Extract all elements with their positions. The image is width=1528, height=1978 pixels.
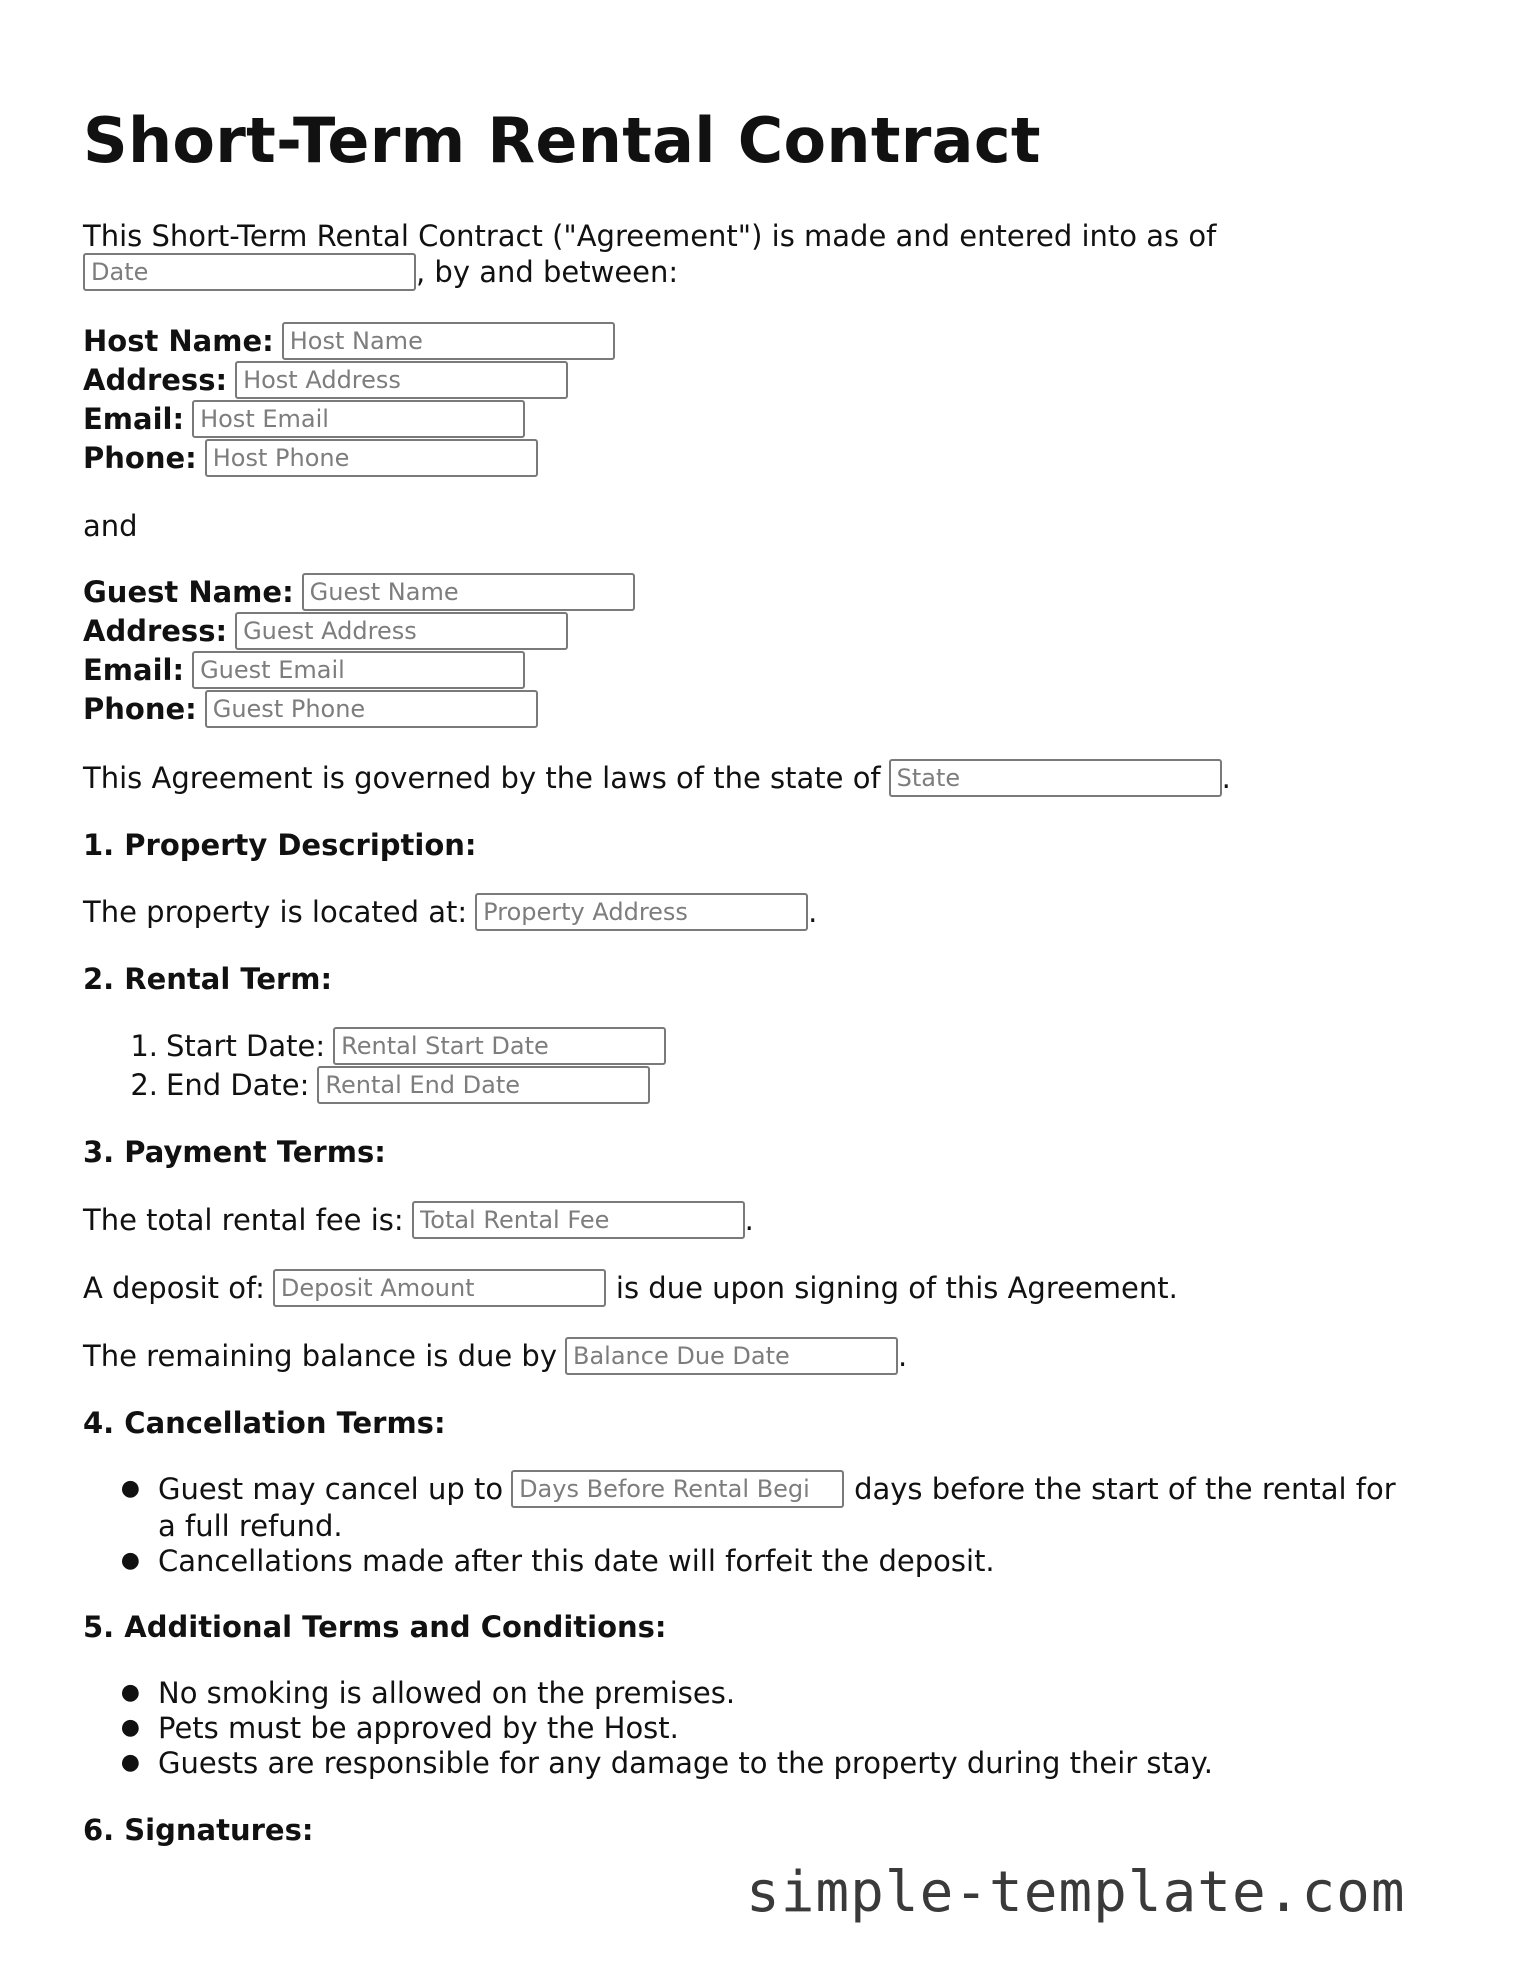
total-rental-fee-field[interactable] bbox=[412, 1201, 745, 1239]
guest-name-label: Guest Name: bbox=[83, 575, 294, 609]
balance-suffix: . bbox=[898, 1339, 908, 1373]
bullet-icon: ● bbox=[120, 1715, 140, 1740]
term-end-label: End Date: bbox=[166, 1068, 310, 1102]
site-watermark: simple-template.com bbox=[746, 1860, 1406, 1925]
host-phone-row bbox=[83, 439, 538, 477]
host-name-row bbox=[83, 322, 615, 360]
rental-end-date-field[interactable] bbox=[317, 1066, 650, 1104]
deposit-line bbox=[83, 1269, 1178, 1307]
term-start-row bbox=[83, 1027, 666, 1065]
rental-fee-suffix: . bbox=[744, 1203, 754, 1237]
property-line bbox=[83, 893, 817, 931]
term-end-number: 2. bbox=[130, 1068, 158, 1102]
additional-item-1-text: No smoking is allowed on the premises. bbox=[158, 1676, 736, 1710]
bullet-icon: ● bbox=[120, 1548, 140, 1573]
section-additional-heading: 5. Additional Terms and Conditions: bbox=[83, 1610, 667, 1644]
deposit-amount-field[interactable] bbox=[273, 1269, 606, 1307]
property-address-field[interactable] bbox=[475, 893, 808, 931]
intro-suffix: , by and between: bbox=[416, 255, 679, 289]
intro-text: This Short-Term Rental Contract ("Agreement") is made and entered into as of bbox=[83, 219, 1217, 253]
and-line bbox=[83, 508, 138, 544]
cancellation-item-2 bbox=[83, 1543, 995, 1579]
deposit-suffix: is due upon signing of this Agreement. bbox=[615, 1271, 1178, 1305]
cancellation-item-1-prefix: Guest may cancel up to bbox=[158, 1472, 504, 1506]
bullet-icon: ● bbox=[120, 1750, 140, 1775]
guest-address-field[interactable] bbox=[235, 612, 568, 650]
rental-start-date-field[interactable] bbox=[333, 1027, 666, 1065]
balance-text: The remaining balance is due by bbox=[83, 1339, 557, 1373]
guest-phone-row bbox=[83, 690, 538, 728]
host-address-row bbox=[83, 361, 568, 399]
and-text: and bbox=[83, 509, 138, 543]
term-start-number: 1. bbox=[130, 1029, 158, 1063]
host-phone-label: Phone: bbox=[83, 441, 197, 475]
additional-item-2-text: Pets must be approved by the Host. bbox=[158, 1711, 679, 1745]
section-property-heading: 1. Property Description: bbox=[83, 828, 477, 862]
governing-law-text: This Agreement is governed by the laws of the state of bbox=[83, 761, 881, 795]
host-address-label: Address: bbox=[83, 363, 228, 397]
section-cancellation-heading: 4. Cancellation Terms: bbox=[83, 1406, 446, 1440]
section-signatures-heading: 6. Signatures: bbox=[83, 1813, 314, 1847]
term-start-label: Start Date: bbox=[166, 1029, 326, 1063]
balance-line bbox=[83, 1337, 907, 1375]
cancellation-item-1-suffix: days before the start of the rental for bbox=[854, 1472, 1396, 1506]
term-end-row bbox=[83, 1066, 650, 1104]
host-email-field[interactable] bbox=[192, 400, 525, 438]
guest-email-row bbox=[83, 651, 525, 689]
rental-fee-text: The total rental fee is: bbox=[83, 1203, 404, 1237]
property-suffix: . bbox=[808, 895, 818, 929]
additional-item-3 bbox=[83, 1745, 1213, 1781]
rental-fee-line bbox=[83, 1201, 754, 1239]
guest-phone-label: Phone: bbox=[83, 692, 197, 726]
host-phone-field[interactable] bbox=[205, 439, 538, 477]
host-name-label: Host Name: bbox=[83, 324, 274, 358]
additional-item-1 bbox=[83, 1675, 735, 1711]
balance-due-date-field[interactable] bbox=[565, 1337, 898, 1375]
section-payment-heading: 3. Payment Terms: bbox=[83, 1135, 386, 1169]
intro-date-line bbox=[83, 253, 678, 291]
state-field[interactable] bbox=[889, 759, 1222, 797]
deposit-text: A deposit of: bbox=[83, 1271, 265, 1305]
bullet-icon: ● bbox=[120, 1476, 140, 1501]
cancellation-item-2-text: Cancellations made after this date will forfeit the deposit. bbox=[158, 1544, 995, 1578]
agreement-date-field[interactable] bbox=[83, 253, 416, 291]
cancellation-item-1-cont: a full refund. bbox=[158, 1509, 343, 1543]
governing-law-suffix: . bbox=[1221, 761, 1231, 795]
governing-law-line bbox=[83, 759, 1231, 797]
cancellation-item-1-continued bbox=[83, 1508, 343, 1544]
host-email-label: Email: bbox=[83, 402, 185, 436]
guest-phone-field[interactable] bbox=[205, 690, 538, 728]
guest-address-label: Address: bbox=[83, 614, 228, 648]
intro-line bbox=[83, 218, 1216, 254]
host-name-field[interactable] bbox=[282, 322, 615, 360]
guest-name-field[interactable] bbox=[302, 573, 635, 611]
additional-item-2 bbox=[83, 1710, 679, 1746]
guest-email-field[interactable] bbox=[192, 651, 525, 689]
days-before-rental-field[interactable] bbox=[511, 1470, 844, 1508]
host-address-field[interactable] bbox=[235, 361, 568, 399]
bullet-icon: ● bbox=[120, 1680, 140, 1705]
host-email-row bbox=[83, 400, 525, 438]
guest-name-row bbox=[83, 573, 635, 611]
cancellation-item-1 bbox=[83, 1470, 1396, 1508]
property-text: The property is located at: bbox=[83, 895, 468, 929]
section-term-heading: 2. Rental Term: bbox=[83, 962, 333, 996]
page-title: Short-Term Rental Contract bbox=[83, 104, 1041, 177]
additional-item-3-text: Guests are responsible for any damage to the property during their stay. bbox=[158, 1746, 1213, 1780]
guest-address-row bbox=[83, 612, 568, 650]
guest-email-label: Email: bbox=[83, 653, 185, 687]
